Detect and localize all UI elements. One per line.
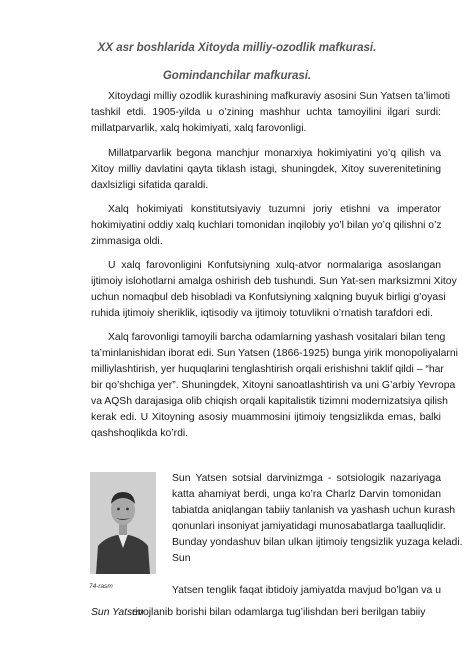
text-line: Xitoy milliy davlatini qayta tiklash istagi, shuningdek, Xitoy suverenitetining [91, 164, 441, 175]
text-line: kerak edi. U Xitoyning asosiy muammosini ijtimoiy tengsizlikda emas, balki [91, 412, 441, 423]
text-line: qashshoqlikda ko’rdi. [91, 428, 189, 439]
text-line: ijtimoiy islohotlarni amalga oshirish deb tushundi. Sun Yat-sen marksizmni Xitoy [91, 276, 457, 287]
heading-line-1: XX asr boshlarida Xitoyda milliy-ozodlik mafkurasi. [97, 42, 377, 54]
text-line: Millatparvarlik begona manchjur monarxiya hokimiyatini yo’q qilish va [108, 148, 441, 159]
portrait-photo [90, 472, 156, 574]
text-line: millatparvarlik, xalq hokimiyati, xalq farovonligi. [91, 123, 307, 134]
text-line: tabiatda aniqlangan tabiiy tanlanish va yashash uchun kurash [172, 505, 456, 516]
heading-line-2: Gomindanchilar mafkurasi. [162, 70, 312, 82]
text-line: va AQSh darajasiga olib chiqish orqali kapitalistik tizimni modernizatsiya qilish [91, 396, 448, 407]
text-line: Xalq farovonligi tamoyili barcha odamlarning yashash vositalari bilan teng [108, 332, 446, 343]
text-line: tashkil etdi. 1905-yilda u o’zining mashhur uchta tamoyilini ilgari surdi: [91, 107, 441, 118]
text-line: ruhida ijtimoiy sheriklik, iqtisodiy va ijtimoiy totuvlikni o’rnatish tarafdori edi. [91, 308, 433, 319]
text-line: milliylashtirish, yer huquqlarini tenglashtirish orqali erishishni taklif qildi – “har [91, 364, 444, 375]
text-line: U xalq farovonligini Konfutsiyning xulq-atvor normalariga asoslangan [108, 260, 441, 271]
text-line: Xalq hokimiyati konstitutsiyaviy tuzumni joriy etishni va imperator [108, 204, 441, 215]
text-line: rivojlanib borishi bilan odamlarga tug’ilishdan beri berilgan tabiiy [132, 607, 426, 618]
text-line: katta ahamiyat berdi, unga ko’ra Charlz Darvin tomonidan [172, 489, 441, 500]
text-line: daxlsizligi sifatida qaraldi. [91, 180, 209, 191]
text-line: Yatsen tenglik faqat ibtidoiy jamiyatda mavjud bo’lgan va u [172, 585, 441, 596]
text-line: zimmasiga oldi. [91, 236, 163, 247]
text-line: ta’minlanishidan iborat edi. Sun Yatsen (1866-1925) bunga yirik monopoliyalarni [91, 348, 458, 359]
figure-caption-number: 74-rasm [89, 583, 113, 590]
text-line: hokimiyatini oddiy xalq kuchlari tomonidan inqilobiy yo’l bilan yo’q qilishni o’z [91, 220, 442, 231]
text-line: Xitoydagi milliy ozodlik kurashining mafkuraviy asosini Sun Yatsen ta’limoti [108, 91, 451, 102]
text-line: Sun Yatsen sotsial darvinizmga - sotsiologik nazariyaga [172, 473, 441, 484]
figure-caption-name: Sun Yatsen [91, 607, 144, 618]
text-line: Bunday yondashuv bilan ulkan ijtimoiy tengsizlik yuzaga keladi. [172, 537, 463, 548]
text-line: bir qo’shchiga yer”. Shuningdek, Xitoyni sanoatlashtirish va uni G’arbiy Yevropa [91, 380, 456, 391]
text-line: uchun nomaqbul deb hisobladi va Konfutsiyning xalqning buyuk birligi g’oyasi [91, 292, 446, 303]
text-line: Sun [172, 553, 191, 564]
text-line: qonunlari insoniyat jamiyatidagi munosabatlarga taalluqlidir. [172, 521, 446, 532]
